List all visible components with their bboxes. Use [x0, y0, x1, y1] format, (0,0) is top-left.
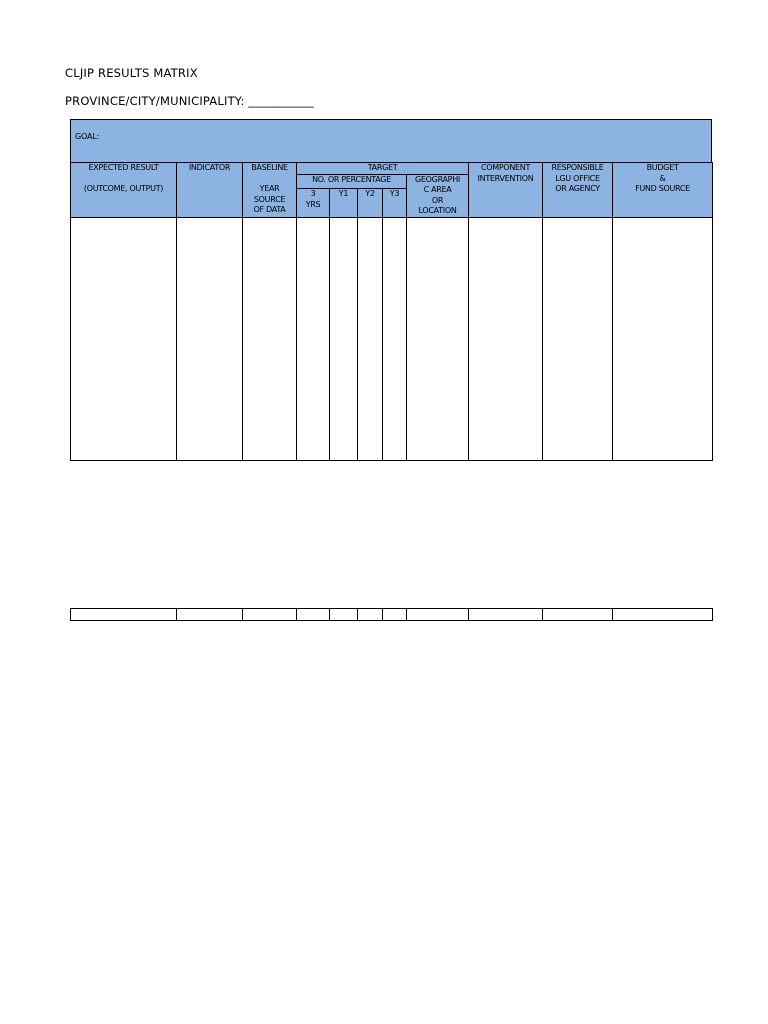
header-no-or-percentage: NO. OR PERCENTAGE: [297, 174, 407, 189]
document-title: CLJIP RESULTS MATRIX: [65, 66, 198, 80]
cell-y1[interactable]: [330, 217, 358, 460]
cell-responsible-office[interactable]: [543, 217, 613, 460]
goal-label: GOAL:: [75, 132, 99, 141]
cell-indicator[interactable]: [177, 217, 243, 460]
cell-expected-result[interactable]: [71, 217, 177, 460]
continuation-table-row: [70, 608, 713, 621]
cell-geographic-area[interactable]: [407, 217, 469, 460]
cell-3-yrs[interactable]: [297, 217, 330, 460]
footer-cell[interactable]: [71, 609, 177, 621]
footer-cell[interactable]: [358, 609, 383, 621]
footer-cell[interactable]: [177, 609, 243, 621]
cell-y2[interactable]: [358, 217, 383, 460]
cell-budget-fund-source[interactable]: [613, 217, 713, 460]
table-row: [71, 609, 713, 621]
footer-cell[interactable]: [297, 609, 330, 621]
header-component-intervention: COMPONENT INTERVENTION: [469, 163, 543, 218]
province-city-municipality-line: PROVINCE/CITY/MUNICIPALITY: ___________: [65, 94, 314, 108]
footer-cell[interactable]: [469, 609, 543, 621]
results-matrix-table: [70, 162, 713, 461]
footer-cell[interactable]: [383, 609, 407, 621]
header-y3: Y3: [383, 189, 407, 217]
cell-y3[interactable]: [383, 217, 407, 460]
header-expected-result: EXPECTED RESULT (OUTCOME, OUTPUT): [71, 163, 177, 218]
footer-cell[interactable]: [613, 609, 713, 621]
header-target: TARGET: [297, 163, 469, 175]
cell-component-intervention[interactable]: [469, 217, 543, 460]
footer-cell[interactable]: [407, 609, 469, 621]
header-responsible-office: RESPONSIBLE LGU OFFICE OR AGENCY: [543, 163, 613, 218]
footer-cell[interactable]: [330, 609, 358, 621]
cell-baseline[interactable]: [243, 217, 297, 460]
goal-row: [70, 119, 712, 163]
header-geographic-area: GEOGRAPHI C AREA OR LOCATION: [407, 174, 469, 217]
table-row: [71, 217, 713, 460]
header-y2: Y2: [358, 189, 383, 217]
header-indicator: INDICATOR: [177, 163, 243, 218]
footer-cell[interactable]: [543, 609, 613, 621]
header-budget-fund-source: BUDGET & FUND SOURCE: [613, 163, 713, 218]
header-y1: Y1: [330, 189, 358, 217]
header-baseline: BASELINE YEAR SOURCE OF DATA: [243, 163, 297, 218]
header-3-yrs: 3 YRS: [297, 189, 330, 217]
footer-cell[interactable]: [243, 609, 297, 621]
